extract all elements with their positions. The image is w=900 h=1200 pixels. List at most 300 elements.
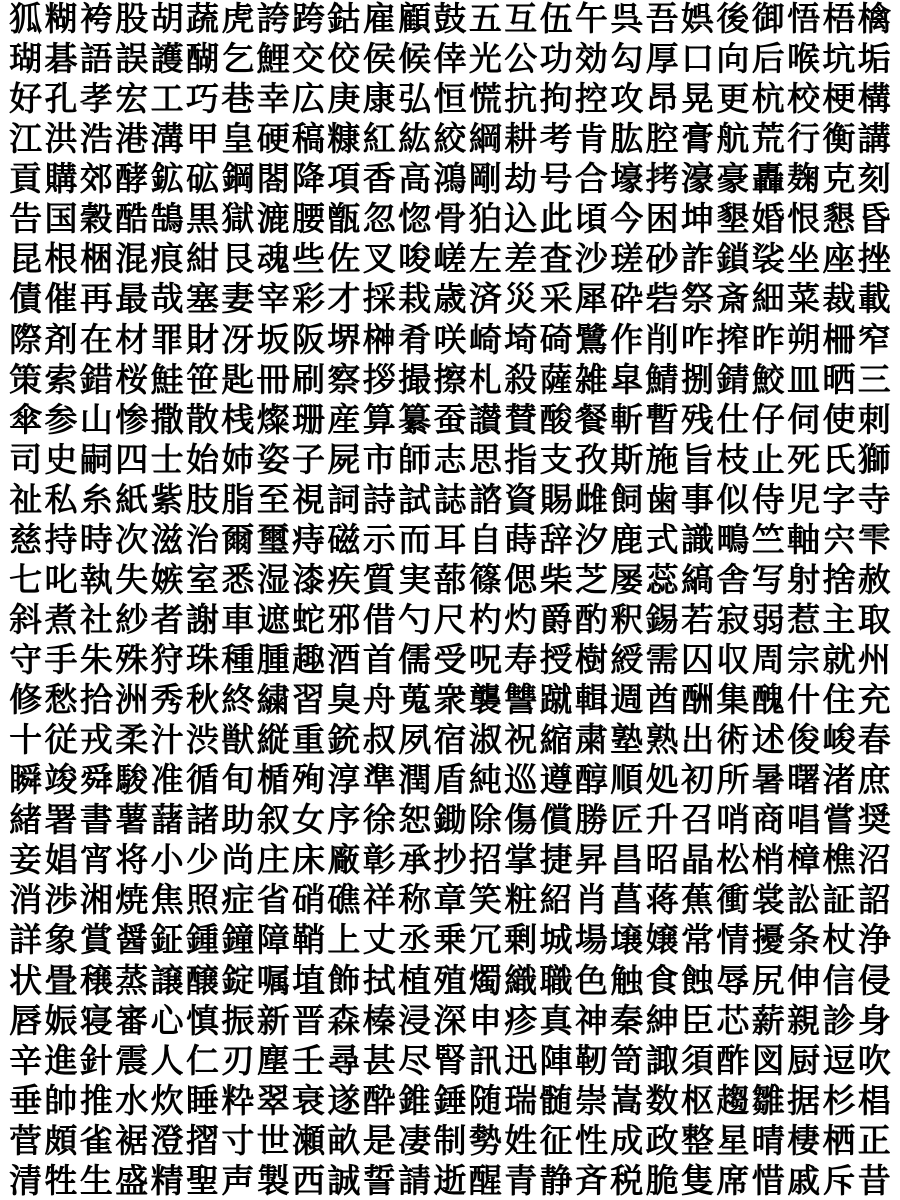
kanji-glyph: 札	[468, 361, 502, 398]
kanji-glyph: 嘱	[256, 962, 290, 999]
kanji-glyph: 尋	[327, 1042, 361, 1079]
kanji-glyph: 哨	[716, 802, 750, 839]
kanji-glyph: 纂	[398, 401, 432, 438]
kanji-glyph: 蔬	[185, 1, 219, 37]
kanji-glyph: 蕉	[681, 882, 714, 919]
kanji-glyph: 貢	[9, 161, 43, 198]
kanji-glyph: 巧	[185, 81, 219, 118]
kanji-glyph: 拘	[539, 81, 573, 118]
kanji-glyph: 昭	[645, 842, 679, 879]
kanji-glyph: 爵	[539, 601, 573, 638]
kanji-glyph: 礁	[327, 882, 361, 919]
kanji-glyph: 錆	[716, 361, 750, 398]
kanji-glyph: 世	[256, 1122, 290, 1159]
kanji-glyph: 症	[221, 882, 255, 919]
kanji-glyph: 淑	[468, 722, 502, 759]
kanji-glyph: 若	[681, 601, 714, 638]
kanji-glyph: 召	[681, 802, 714, 839]
kanji-glyph: 昏	[857, 201, 891, 238]
kanji-glyph: 棲	[787, 1122, 821, 1159]
kanji-glyph: 進	[44, 1042, 78, 1079]
kanji-glyph: 才	[327, 281, 361, 318]
kanji-glyph: 摺	[185, 1122, 219, 1159]
kanji-glyph: 坑	[822, 41, 856, 78]
kanji-glyph: 清	[9, 1162, 43, 1199]
kanji-glyph: 刻	[857, 161, 891, 198]
kanji-glyph: 桟	[221, 401, 255, 438]
kanji-glyph: 檎	[857, 1, 891, 37]
kanji-glyph: 席	[716, 1162, 750, 1199]
kanji-glyph: 師	[398, 441, 432, 478]
kanji-glyph: 榛	[362, 1002, 396, 1039]
kanji-glyph: 諸	[185, 802, 219, 839]
kanji-glyph: 釈	[610, 601, 644, 638]
kanji-glyph: 成	[610, 1122, 644, 1159]
kanji-glyph: 頗	[44, 1122, 78, 1159]
kanji-glyph: 鋼	[221, 161, 255, 198]
glyph-row	[8, 81, 892, 117]
kanji-glyph: 糊	[44, 1, 78, 37]
kanji-glyph: 丈	[362, 922, 396, 959]
kanji-glyph: 習	[292, 682, 326, 719]
kanji-glyph: 梧	[822, 1, 856, 37]
kanji-glyph: 秀	[150, 682, 184, 719]
kanji-glyph: 翠	[256, 1082, 290, 1119]
kanji-glyph: 藷	[150, 802, 184, 839]
kanji-glyph: 嵩	[610, 1082, 644, 1119]
kanji-glyph: 崎	[468, 321, 502, 358]
kanji-glyph: 射	[787, 561, 821, 598]
kanji-glyph: 青	[504, 1162, 538, 1199]
kanji-glyph: 象	[44, 922, 78, 959]
kanji-glyph: 信	[822, 962, 856, 999]
kanji-glyph: 粋	[221, 1082, 255, 1119]
kanji-glyph: 修	[9, 682, 43, 719]
kanji-glyph: 駿	[115, 762, 149, 799]
kanji-glyph: 粧	[504, 882, 538, 919]
kanji-glyph: 升	[645, 802, 679, 839]
kanji-glyph: 随	[468, 1082, 502, 1119]
kanji-glyph: 砿	[185, 161, 219, 198]
kanji-glyph: 蹴	[539, 682, 573, 719]
kanji-glyph: 伍	[539, 1, 573, 37]
kanji-glyph: 終	[221, 682, 255, 719]
kanji-glyph: 孝	[79, 81, 113, 118]
kanji-glyph: 除	[468, 802, 502, 839]
kanji-glyph: 埴	[292, 962, 326, 999]
kanji-glyph: 甑	[327, 201, 361, 238]
kanji-glyph: 裁	[822, 281, 856, 318]
kanji-glyph: 拷	[645, 161, 679, 198]
kanji-glyph: 祉	[9, 481, 43, 518]
glyph-row	[8, 602, 892, 638]
kanji-glyph: 紹	[539, 882, 573, 919]
kanji-glyph: 菅	[9, 1122, 43, 1159]
kanji-glyph: 垂	[9, 1082, 43, 1119]
kanji-glyph: 肱	[610, 121, 644, 158]
kanji-glyph: 図	[751, 1042, 785, 1079]
kanji-glyph: 殺	[504, 361, 538, 398]
kanji-glyph: 剤	[44, 321, 78, 358]
kanji-glyph: 鵠	[150, 201, 184, 238]
kanji-glyph: 三	[857, 361, 891, 398]
kanji-glyph: 壌	[610, 922, 644, 959]
kanji-glyph: 砦	[645, 281, 679, 318]
kanji-glyph: 似	[716, 481, 750, 518]
kanji-glyph: 昂	[645, 81, 679, 118]
kanji-glyph: 熟	[645, 722, 679, 759]
kanji-glyph: 冊	[256, 361, 290, 398]
kanji-glyph: 叱	[44, 561, 78, 598]
kanji-glyph: 裾	[115, 1122, 149, 1159]
kanji-glyph: 陣	[539, 1042, 573, 1079]
kanji-glyph: 秋	[185, 682, 219, 719]
kanji-glyph: 楯	[256, 762, 290, 799]
kanji-glyph: 晴	[751, 1122, 785, 1159]
kanji-glyph: 朱	[79, 642, 113, 678]
kanji-glyph: 彩	[292, 281, 326, 318]
kanji-glyph: 招	[468, 842, 502, 879]
kanji-glyph: 醜	[751, 682, 785, 719]
kanji-glyph: 縦	[256, 722, 290, 759]
kanji-glyph: 而	[398, 521, 432, 558]
kanji-glyph: 峻	[822, 722, 856, 759]
kanji-glyph: 水	[115, 1082, 149, 1119]
kanji-glyph: 鯉	[256, 41, 290, 78]
kanji-glyph: 荒	[751, 121, 785, 158]
kanji-glyph: 雛	[751, 1082, 785, 1119]
kanji-glyph: 広	[292, 81, 326, 118]
kanji-glyph: 災	[504, 281, 538, 318]
kanji-glyph: 今	[610, 201, 644, 238]
kanji-glyph: 娠	[44, 1002, 78, 1039]
kanji-glyph: 術	[716, 722, 750, 759]
kanji-glyph: 壕	[610, 161, 644, 198]
kanji-glyph: 受	[433, 642, 467, 678]
kanji-glyph: 醇	[574, 762, 608, 799]
kanji-glyph: 採	[362, 281, 396, 318]
kanji-glyph: 輯	[574, 682, 608, 719]
kanji-glyph: 寿	[504, 642, 538, 678]
kanji-glyph: 穣	[79, 962, 113, 999]
kanji-glyph: 寺	[857, 481, 891, 518]
kanji-glyph: 汁	[150, 722, 184, 759]
kanji-glyph: 塞	[185, 281, 219, 318]
kanji-glyph: 樵	[822, 842, 856, 879]
kanji-glyph: 昇	[574, 842, 608, 879]
kanji-glyph: 抗	[504, 81, 538, 118]
kanji-glyph: 訊	[468, 1042, 502, 1079]
kanji-glyph-sheet	[8, 1, 892, 1199]
kanji-glyph: 自	[468, 521, 502, 558]
kanji-glyph: 算	[362, 401, 396, 438]
glyph-row	[8, 1123, 892, 1159]
kanji-glyph: 皿	[787, 361, 821, 398]
kanji-glyph: 宰	[256, 281, 290, 318]
kanji-glyph: 最	[115, 281, 149, 318]
kanji-glyph: 材	[115, 321, 149, 358]
kanji-glyph: 笥	[610, 1042, 644, 1079]
kanji-glyph: 呉	[610, 1, 644, 37]
kanji-glyph: 虎	[221, 1, 255, 37]
kanji-glyph: 捌	[681, 361, 714, 398]
kanji-glyph: 合	[574, 161, 608, 198]
kanji-glyph: 室	[185, 561, 219, 598]
kanji-glyph: 斎	[716, 281, 750, 318]
kanji-glyph: 滋	[150, 521, 184, 558]
kanji-glyph: 碁	[44, 41, 78, 78]
kanji-glyph: 暫	[645, 401, 679, 438]
kanji-glyph: 蒔	[504, 521, 538, 558]
kanji-glyph: 鎖	[716, 241, 750, 278]
kanji-glyph: 嘗	[822, 802, 856, 839]
kanji-glyph: 女	[292, 802, 326, 839]
kanji-glyph: 洪	[44, 121, 78, 158]
kanji-glyph: 奨	[857, 802, 891, 839]
kanji-glyph: 雇	[362, 1, 396, 37]
kanji-glyph: 慎	[185, 1002, 219, 1039]
kanji-glyph: 助	[221, 802, 255, 839]
kanji-glyph: 壬	[292, 1042, 326, 1079]
glyph-row	[8, 522, 892, 558]
kanji-glyph: 商	[751, 802, 785, 839]
kanji-glyph: 迅	[504, 1042, 538, 1079]
kanji-glyph: 照	[185, 882, 219, 919]
kanji-glyph: 痕	[150, 241, 184, 278]
kanji-glyph: 混	[115, 241, 149, 278]
kanji-glyph: 字	[822, 481, 856, 518]
kanji-glyph: 衡	[822, 121, 856, 158]
glyph-row	[8, 241, 892, 277]
kanji-glyph: 持	[44, 521, 78, 558]
kanji-glyph: 浸	[398, 1002, 432, 1039]
kanji-glyph: 顧	[398, 1, 432, 37]
kanji-glyph: 散	[185, 401, 219, 438]
kanji-glyph: 嬢	[645, 922, 679, 959]
kanji-glyph: 冴	[221, 321, 255, 358]
kanji-glyph: 閤	[256, 161, 290, 198]
kanji-glyph: 昔	[857, 1162, 891, 1199]
kanji-glyph: 根	[44, 241, 78, 278]
kanji-glyph: 社	[79, 601, 113, 638]
kanji-glyph: 識	[681, 521, 714, 558]
kanji-glyph: 濠	[681, 161, 714, 198]
kanji-glyph: 純	[468, 762, 502, 799]
kanji-glyph: 互	[504, 1, 538, 37]
kanji-glyph: 在	[79, 321, 113, 358]
kanji-glyph: 狩	[150, 642, 184, 678]
kanji-glyph: 昆	[9, 241, 43, 278]
kanji-glyph: 嫉	[150, 561, 184, 598]
kanji-glyph: 市	[362, 441, 396, 478]
kanji-glyph: 絞	[433, 121, 467, 158]
kanji-glyph: 柴	[539, 561, 573, 598]
kanji-glyph: 生	[79, 1162, 113, 1199]
kanji-glyph: 拶	[362, 361, 396, 398]
kanji-glyph: 治	[185, 521, 219, 558]
kanji-glyph: 誇	[256, 1, 290, 37]
kanji-glyph: 恒	[433, 81, 467, 118]
glyph-row	[8, 682, 892, 718]
kanji-glyph: 抄	[433, 842, 467, 879]
kanji-glyph: 斯	[610, 441, 644, 478]
kanji-glyph: 江	[9, 121, 43, 158]
kanji-glyph: 朔	[787, 321, 821, 358]
kanji-glyph: 柵	[822, 321, 856, 358]
kanji-glyph: 叉	[362, 241, 396, 278]
kanji-glyph: 循	[185, 762, 219, 799]
kanji-glyph: 后	[751, 41, 785, 78]
glyph-row	[8, 322, 892, 358]
kanji-glyph: 税	[610, 1162, 644, 1199]
kanji-glyph: 住	[822, 682, 856, 719]
kanji-glyph: 旨	[681, 441, 714, 478]
kanji-glyph: 舜	[79, 762, 113, 799]
kanji-glyph: 据	[787, 1082, 821, 1119]
kanji-glyph: 宏	[115, 81, 149, 118]
kanji-glyph: 杉	[822, 1082, 856, 1119]
kanji-glyph: 襲	[468, 682, 502, 719]
kanji-glyph: 思	[468, 441, 502, 478]
kanji-glyph: 衰	[292, 1082, 326, 1119]
kanji-glyph: 蔀	[433, 561, 467, 598]
kanji-glyph: 蒋	[645, 882, 679, 919]
kanji-glyph: 索	[44, 361, 78, 398]
kanji-glyph: 森	[327, 1002, 361, 1039]
kanji-glyph: 夙	[398, 722, 432, 759]
kanji-glyph: 遮	[256, 601, 290, 638]
kanji-glyph: 志	[433, 441, 467, 478]
kanji-glyph: 裳	[751, 882, 785, 919]
kanji-glyph: 漆	[292, 561, 326, 598]
kanji-glyph: 裟	[751, 241, 785, 278]
kanji-glyph: 推	[79, 1082, 113, 1119]
kanji-glyph: 杖	[822, 922, 856, 959]
kanji-glyph: 臣	[681, 1002, 714, 1039]
kanji-glyph: 牲	[44, 1162, 78, 1199]
kanji-glyph: 宗	[787, 642, 821, 678]
kanji-glyph: 準	[362, 762, 396, 799]
kanji-glyph: 頃	[574, 201, 608, 238]
kanji-glyph: 什	[787, 682, 821, 719]
kanji-glyph: 込	[504, 201, 538, 238]
kanji-glyph: 細	[751, 281, 785, 318]
kanji-glyph: 塵	[256, 1042, 290, 1079]
kanji-glyph: 拭	[362, 962, 396, 999]
kanji-glyph: 菖	[610, 882, 644, 919]
kanji-glyph: 賛	[504, 401, 538, 438]
kanji-glyph: 腔	[645, 121, 679, 158]
kanji-glyph: 賞	[79, 922, 113, 959]
kanji-glyph: 逝	[433, 1162, 467, 1199]
kanji-glyph: 竺	[751, 521, 785, 558]
kanji-glyph: 酬	[681, 682, 714, 719]
kanji-glyph: 号	[539, 161, 573, 198]
kanji-glyph: 擦	[433, 361, 467, 398]
kanji-glyph: 酔	[362, 1082, 396, 1119]
kanji-glyph: 児	[787, 481, 821, 518]
kanji-glyph: 食	[645, 962, 679, 999]
kanji-glyph: 斉	[574, 1162, 608, 1199]
kanji-glyph: 写	[751, 561, 785, 598]
kanji-glyph: 至	[256, 481, 290, 518]
kanji-glyph: 重	[292, 722, 326, 759]
kanji-glyph: 凄	[398, 1122, 432, 1159]
kanji-glyph: 讐	[504, 682, 538, 719]
kanji-glyph: 勝	[574, 802, 608, 839]
kanji-glyph: 数	[645, 1082, 679, 1119]
kanji-glyph: 榊	[362, 321, 396, 358]
kanji-glyph: 削	[645, 321, 679, 358]
kanji-glyph: 椙	[857, 1082, 891, 1119]
kanji-glyph: 燭	[468, 962, 502, 999]
kanji-glyph: 瑳	[610, 241, 644, 278]
kanji-glyph: 購	[44, 161, 78, 198]
kanji-glyph: 沼	[857, 842, 891, 879]
kanji-glyph: 賜	[539, 481, 573, 518]
kanji-glyph: 神	[574, 1002, 608, 1039]
kanji-glyph: 止	[751, 441, 785, 478]
kanji-glyph: 錠	[221, 962, 255, 999]
kanji-glyph: 劫	[504, 161, 538, 198]
kanji-glyph: 痔	[292, 521, 326, 558]
kanji-glyph: 雀	[79, 1122, 113, 1159]
kanji-glyph: 口	[681, 41, 714, 78]
kanji-glyph: 隻	[681, 1162, 714, 1199]
kanji-glyph: 剛	[468, 161, 502, 198]
kanji-glyph: 澄	[150, 1122, 184, 1159]
kanji-glyph: 手	[44, 642, 78, 678]
kanji-glyph: 序	[327, 802, 361, 839]
kanji-glyph: 交	[292, 41, 326, 78]
kanji-glyph: 執	[79, 561, 113, 598]
glyph-row	[8, 1083, 892, 1119]
kanji-glyph: 製	[256, 1162, 290, 1199]
kanji-glyph: 撒	[150, 401, 184, 438]
kanji-glyph: 脂	[221, 481, 255, 518]
kanji-glyph: 雑	[574, 361, 608, 398]
kanji-glyph: 色	[574, 962, 608, 999]
kanji-glyph: 逗	[822, 1042, 856, 1079]
kanji-glyph: 請	[398, 1162, 432, 1199]
kanji-glyph: 挫	[857, 241, 891, 278]
kanji-glyph: 制	[433, 1122, 467, 1159]
kanji-glyph: 城	[539, 922, 573, 959]
kanji-glyph: 赦	[857, 561, 891, 598]
kanji-glyph: 鯖	[645, 361, 679, 398]
kanji-glyph: 静	[539, 1162, 573, 1199]
kanji-glyph: 埼	[504, 321, 538, 358]
kanji-glyph: 州	[857, 642, 891, 678]
kanji-glyph: 針	[79, 1042, 113, 1079]
kanji-glyph: 巷	[221, 81, 255, 118]
kanji-glyph: 酸	[539, 401, 573, 438]
kanji-glyph: 参	[44, 401, 78, 438]
kanji-glyph: 晒	[822, 361, 856, 398]
kanji-glyph: 侍	[751, 481, 785, 518]
kanji-glyph: 嵯	[433, 241, 467, 278]
kanji-glyph: 周	[751, 642, 785, 678]
kanji-glyph: 潤	[398, 762, 432, 799]
kanji-glyph: 腎	[433, 1042, 467, 1079]
kanji-glyph: 垢	[857, 41, 891, 78]
kanji-glyph: 紙	[115, 481, 149, 518]
kanji-glyph: 次	[115, 521, 149, 558]
glyph-row	[8, 642, 892, 678]
kanji-glyph: 将	[115, 842, 149, 879]
kanji-glyph: 行	[787, 121, 821, 158]
kanji-glyph: 守	[9, 642, 43, 678]
